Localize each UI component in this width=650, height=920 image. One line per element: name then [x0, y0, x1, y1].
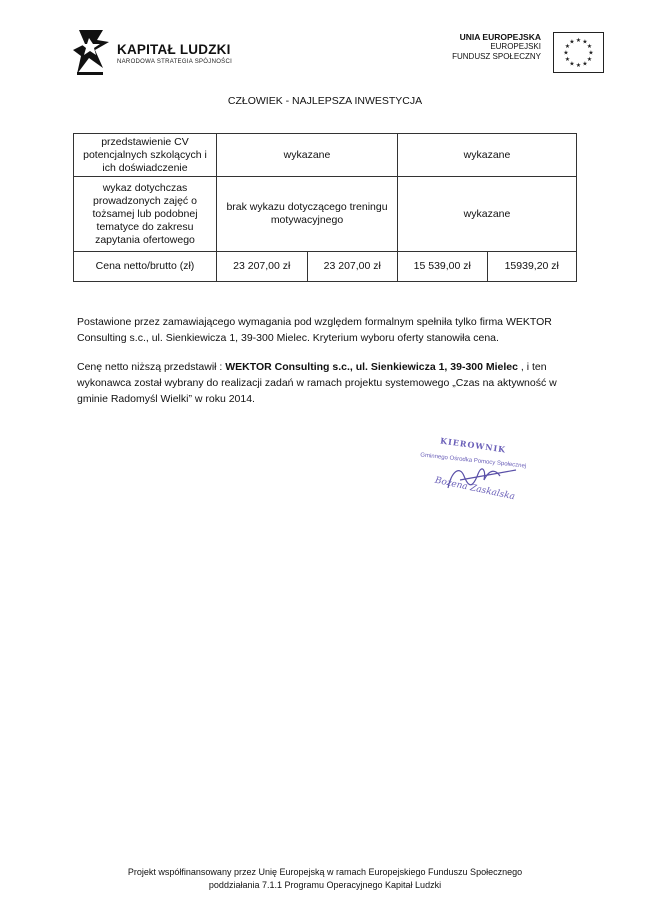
- paragraph-selected-contractor: [77, 359, 582, 407]
- kapital-ludzki-logo: [73, 28, 253, 78]
- footer-line1: Projekt współfinansowany przez Unię Europejską w ramach Europejskiego Funduszu Społecznego: [127, 867, 523, 877]
- offer-b-gross-price: 15939,20 zł: [487, 252, 577, 282]
- stamp-name: Bożena Zaskalska: [433, 475, 516, 503]
- row-label: wykaz dotychczas prowadzonych zajęć o tożsamej lub podobnej tematyce do zakresu zapytania ofertowego: [74, 177, 217, 252]
- row-label: przedstawienie CV potencjalnych szkolących i ich doświadczenie: [74, 134, 217, 177]
- table-row: [74, 134, 577, 177]
- stamp-title: KIEROWNIK: [439, 435, 507, 455]
- svg-text:★: ★: [569, 60, 575, 68]
- offer-b-net-price: 15 539,00 zł: [398, 252, 488, 282]
- price-label: Cena netto/brutto (zł): [74, 252, 217, 282]
- kapital-ludzki-emblem-icon: [73, 28, 113, 78]
- table-row: [74, 177, 577, 252]
- svg-text:★: ★: [575, 62, 582, 69]
- svg-text:★: ★: [564, 56, 571, 63]
- kapital-ludzki-title: KAPITAŁ LUDZKI: [117, 42, 231, 57]
- eu-line3: FUNDUSZ SPOŁECZNY: [452, 52, 541, 61]
- svg-text:★: ★: [564, 43, 571, 50]
- official-stamp: [419, 435, 555, 510]
- offer-a-gross-price: 23 207,00 zł: [307, 252, 398, 282]
- eu-logo: [445, 32, 605, 74]
- svg-text:★: ★: [582, 60, 588, 68]
- offer-a-net-price: 23 207,00 zł: [217, 252, 308, 282]
- offer-b-cell: wykazane: [398, 177, 577, 252]
- eu-logo-text: [452, 32, 541, 62]
- offer-a-cell: wykazane: [217, 134, 398, 177]
- paragraph-before: Cenę netto niższą przedstawił :: [77, 361, 226, 373]
- document-heading: CZŁOWIEK - NAJLEPSZA INWESTYCJA: [227, 95, 423, 107]
- offer-a-cell: brak wykazu dotyczącego treningu motywacyjnego: [217, 177, 398, 252]
- eu-flag-icon: [553, 32, 604, 73]
- svg-text:★: ★: [586, 56, 593, 63]
- svg-text:★: ★: [582, 38, 588, 46]
- offer-comparison-table: [73, 133, 577, 282]
- price-row: [74, 252, 577, 282]
- paragraph-formal-requirements: Postawione przez zamawiającego wymagania pod względem formalnym spełniła tylko firma WEKTOR Consulting s.c., ul. Sienkiewicza 1, 39-300 Mielec. Kryterium wyboru oferty stanowiła cena.: [77, 316, 552, 344]
- svg-text:★: ★: [569, 38, 575, 46]
- footer-line2: poddziałania 7.1.1 Programu Operacyjnego Kapitał Ludzki: [208, 880, 442, 890]
- svg-text:★: ★: [586, 43, 593, 50]
- contractor-name: WEKTOR Consulting s.c., ul. Sienkiewicza 1, 39-300 Mielec: [225, 361, 518, 373]
- kapital-ludzki-subtitle: NARODOWA STRATEGIA SPÓJNOŚCI: [117, 59, 233, 65]
- offer-b-cell: wykazane: [398, 134, 577, 177]
- svg-text:★: ★: [563, 49, 569, 57]
- signature-icon: [420, 440, 555, 510]
- eu-line1: UNIA EUROPEJSKA: [459, 32, 541, 42]
- svg-text:★: ★: [588, 49, 594, 57]
- svg-text:★: ★: [575, 37, 582, 44]
- eu-line2: EUROPEJSKI: [490, 42, 541, 51]
- footer: [0, 866, 650, 892]
- paragraph-after: , i ten wykonawca został wybrany do realizacji zadań w ramach projektu systemowego „Czas na aktywność w gminie Radomyśl Wielki” w roku 2014.: [77, 361, 557, 405]
- stamp-institution: Gminnego Ośrodka Pomocy Społecznej: [419, 452, 527, 470]
